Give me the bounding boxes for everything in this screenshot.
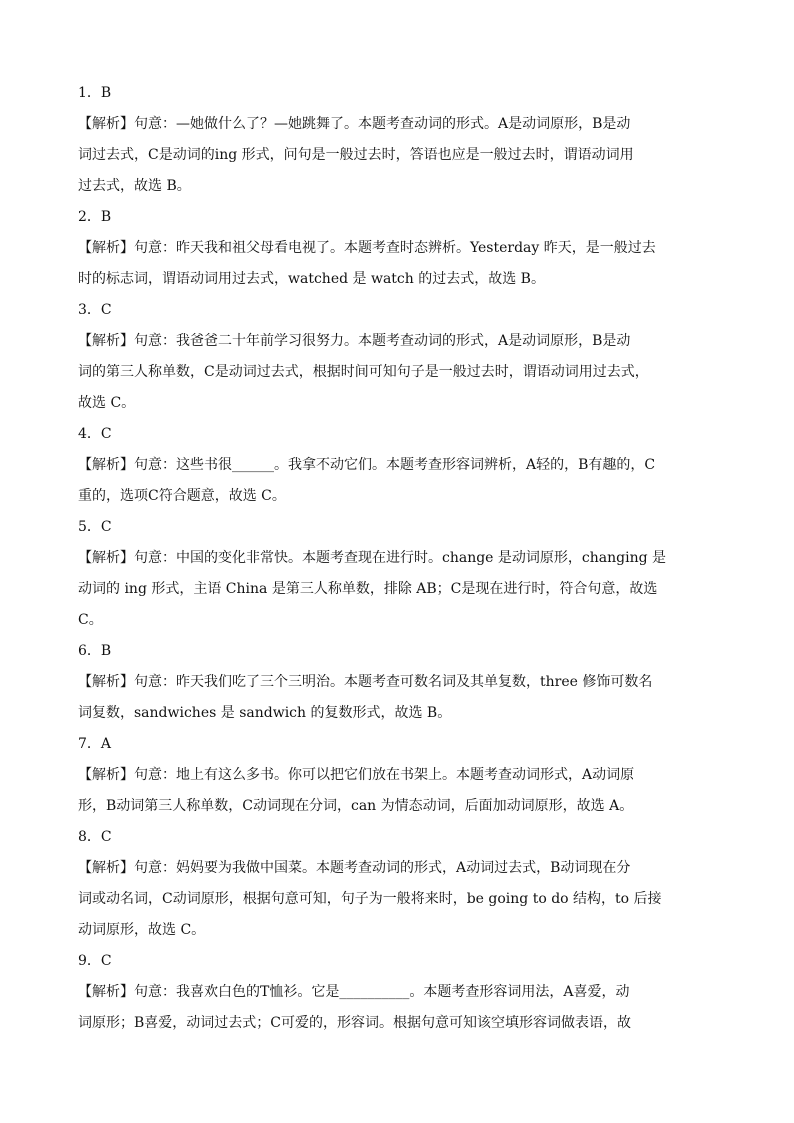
answer-number: 8．C — [78, 829, 112, 845]
explanation-line: 【解析】句意：我喜欢白色的T恤衫。它是__________。本题考查形容词用法，A喜爱，动 — [78, 984, 630, 1000]
explanation-line: 【解析】句意：—她做什么了？—她跳舞了。本题考查动词的形式。A是动词原形，B是动 — [78, 116, 631, 132]
explanation-line: C。 — [78, 612, 103, 628]
answer-explanation — [78, 977, 746, 1039]
answer-number: 6．B — [78, 643, 112, 659]
explanation-line: 词过去式，C是动词的ing 形式，问句是一般过去时，答语也应是一般过去时，谓语动词用 — [78, 147, 634, 163]
answer-number: 9．C — [78, 953, 112, 969]
explanation-line: 【解析】句意：地上有这么多书。你可以把它们放在书架上。本题考查动词形式，A动词原 — [78, 767, 635, 783]
answer-3 — [78, 295, 746, 419]
explanation-line: 时的标志词，谓语动词用过去式，watched 是 watch 的过去式，故选 B。 — [78, 271, 545, 287]
explanation-line: 形，B动词第三人称单数，C动词现在分词，can 为情态动词，后面加动词原形，故选 A。 — [78, 798, 634, 814]
answer-8 — [78, 822, 746, 946]
answer-1 — [78, 78, 746, 202]
explanation-line: 词复数，sandwiches 是 sandwich 的复数形式，故选 B。 — [78, 705, 452, 721]
answer-explanation — [78, 760, 746, 822]
explanation-line: 动词的 ing 形式，主语 China 是第三人称单数，排除 AB；C是现在进行时，符合句意，故选 — [78, 581, 658, 597]
answer-number: 5．C — [78, 519, 112, 535]
explanation-line: 过去式，故选 B。 — [78, 178, 191, 194]
answer-5 — [78, 512, 746, 636]
answer-number: 7．A — [78, 736, 112, 752]
explanation-line: 动词原形，故选 C。 — [78, 922, 206, 938]
explanation-line: 【解析】句意：妈妈要为我做中国菜。本题考查动词的形式，A动词过去式，B动词现在分 — [78, 860, 631, 876]
answer-number: 3．C — [78, 302, 112, 318]
explanation-line: 【解析】句意：我爸爸二十年前学习很努力。本题考查动词的形式，A是动词原形，B是动 — [78, 333, 631, 349]
answer-explanation — [78, 853, 746, 946]
answer-4 — [78, 419, 746, 512]
answer-6 — [78, 636, 746, 729]
answer-number: 4．C — [78, 426, 112, 442]
answer-explanation — [78, 667, 746, 729]
explanation-line: 词的第三人称单数，C是动词过去式，根据时间可知句子是一般过去时，谓语动词用过去式， — [78, 364, 649, 380]
explanation-line: 【解析】句意：这些书很______。我拿不动它们。本题考查形容词辨析，A轻的，B有趣的，C — [78, 457, 656, 473]
explanation-line: 词原形；B喜爱，动词过去式；C可爱的，形容词。根据句意可知该空填形容词做表语，故 — [78, 1015, 631, 1031]
answer-explanation — [78, 109, 746, 202]
answer-explanation — [78, 233, 746, 295]
answer-7 — [78, 729, 746, 822]
answer-explanation — [78, 543, 746, 636]
answer-number: 2．B — [78, 209, 112, 225]
answer-2 — [78, 202, 746, 295]
answer-explanation — [78, 326, 746, 419]
explanation-line: 词或动名词，C动词原形，根据句意可知，句子为一般将来时，be going to do 结构，to 后接 — [78, 891, 662, 907]
answer-sheet — [78, 78, 746, 1039]
answer-explanation — [78, 450, 746, 512]
explanation-line: 【解析】句意：昨天我和祖父母看电视了。本题考查时态辨析。Yesterday 昨天，是一般过去 — [78, 240, 656, 256]
explanation-line: 【解析】句意：中国的变化非常快。本题考查现在进行时。change 是动词原形，changing 是 — [78, 550, 667, 566]
explanation-line: 故选 C。 — [78, 395, 136, 411]
answer-number: 1．B — [78, 85, 112, 101]
explanation-line: 【解析】句意：昨天我们吃了三个三明治。本题考查可数名词及其单复数，three 修饰可数名 — [78, 674, 653, 690]
answer-9 — [78, 946, 746, 1039]
explanation-line: 重的，选项C符合题意，故选 C。 — [78, 488, 286, 504]
